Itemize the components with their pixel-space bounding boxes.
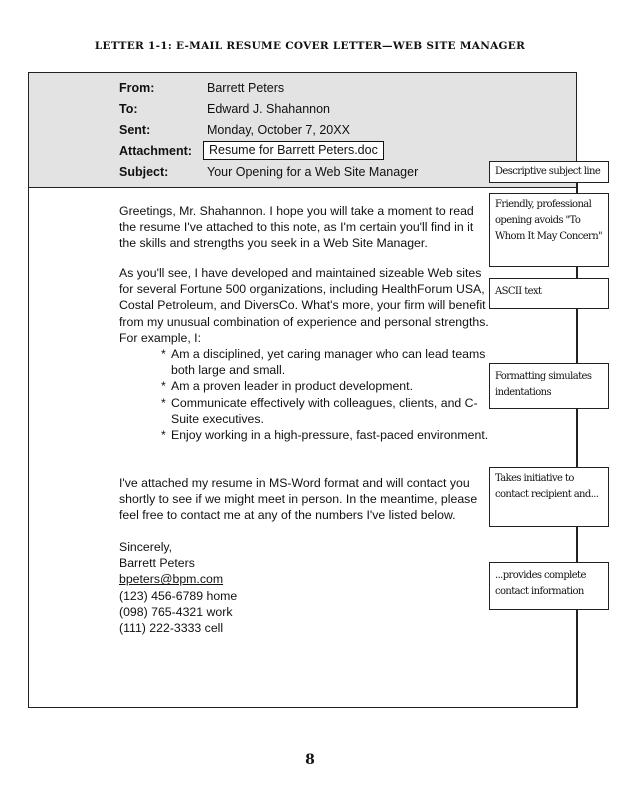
- document-title: LETTER 1-1: E-MAIL RESUME COVER LETTER—WEB SITE MANAGER: [94, 40, 526, 52]
- body-paragraph-1: Greetings, Mr. Shahannon. I hope you will take a moment to read the resume I've attached to this note, as I'm certain you'll find in it the skills and strengths you seek in a Web Site Manager.: [119, 204, 474, 251]
- bullet-text: Communicate effectively with colleagues, clients, and C-Suite executives.: [171, 395, 478, 426]
- signature-email-link[interactable]: bpeters@bpm.com: [119, 572, 224, 587]
- page-number: 8: [305, 752, 315, 768]
- bullet-marker: *: [161, 379, 166, 394]
- signature-block: [119, 539, 237, 636]
- callout-contact-info: ...provides complete contact information: [489, 562, 609, 610]
- callout-formatting: Formatting simulates indentations: [489, 363, 609, 409]
- bullet-text: Am a disciplined, yet caring manager who can lead teams both large and small.: [171, 347, 486, 378]
- signature-phone-work: (098) 765-4321 work: [119, 604, 233, 619]
- list-item: [161, 427, 491, 443]
- signature-phone-home: (123) 456-6789 home: [119, 588, 238, 603]
- signature-closing: Sincerely,: [119, 540, 173, 554]
- callout-initiative: Takes initiative to contact recipient and...: [489, 467, 609, 527]
- sent-value: Monday, October 7, 20XX: [207, 123, 350, 137]
- bullet-text: Am a proven leader in product development.: [171, 379, 413, 394]
- signature-phone-cell: (111) 222-3333 cell: [119, 621, 224, 636]
- subject-label: Subject:: [119, 165, 169, 179]
- callout-ascii-text: ASCII text: [489, 278, 609, 309]
- to-label: To:: [119, 102, 138, 116]
- callout-subject-line: Descriptive subject line: [489, 161, 609, 183]
- list-item: [161, 346, 491, 378]
- bullet-list: [161, 346, 491, 443]
- list-item: [161, 378, 491, 394]
- list-item: [161, 395, 491, 427]
- from-label: From:: [119, 81, 155, 95]
- attachment-label: Attachment:: [119, 144, 192, 158]
- to-value: Edward J. Shahannon: [207, 102, 331, 116]
- callout-friendly-opening: Friendly, professional opening avoids "To Whom It May Concern": [489, 193, 609, 267]
- bullet-text: Enjoy working in a high-pressure, fast-paced environment.: [171, 428, 489, 443]
- attachment-file[interactable]: Resume for Barrett Peters.doc: [203, 141, 384, 160]
- signature-name: Barrett Peters: [119, 556, 195, 571]
- bullet-marker: *: [161, 395, 166, 410]
- bullet-marker: *: [161, 347, 166, 361]
- subject-value: Your Opening for a Web Site Manager: [207, 165, 419, 179]
- body-paragraph-2: As you'll see, I have developed and maintained sizeable Web sites for several Fortune 500 organizations, including HealthForum USA, Costal Petroleum, and DiversCo. What's more, your firm will benefit from my unusual combination of experience and personal strengths. For example, I:: [119, 266, 489, 345]
- body-paragraph-3: I've attached my resume in MS-Word format and will contact you shortly to see if we might meet in person. In the meantime, please feel free to contact me at any of the numbers I've listed below.: [119, 476, 478, 523]
- from-value: Barrett Peters: [207, 81, 285, 95]
- sent-label: Sent:: [119, 123, 151, 137]
- bullet-marker: *: [161, 428, 166, 443]
